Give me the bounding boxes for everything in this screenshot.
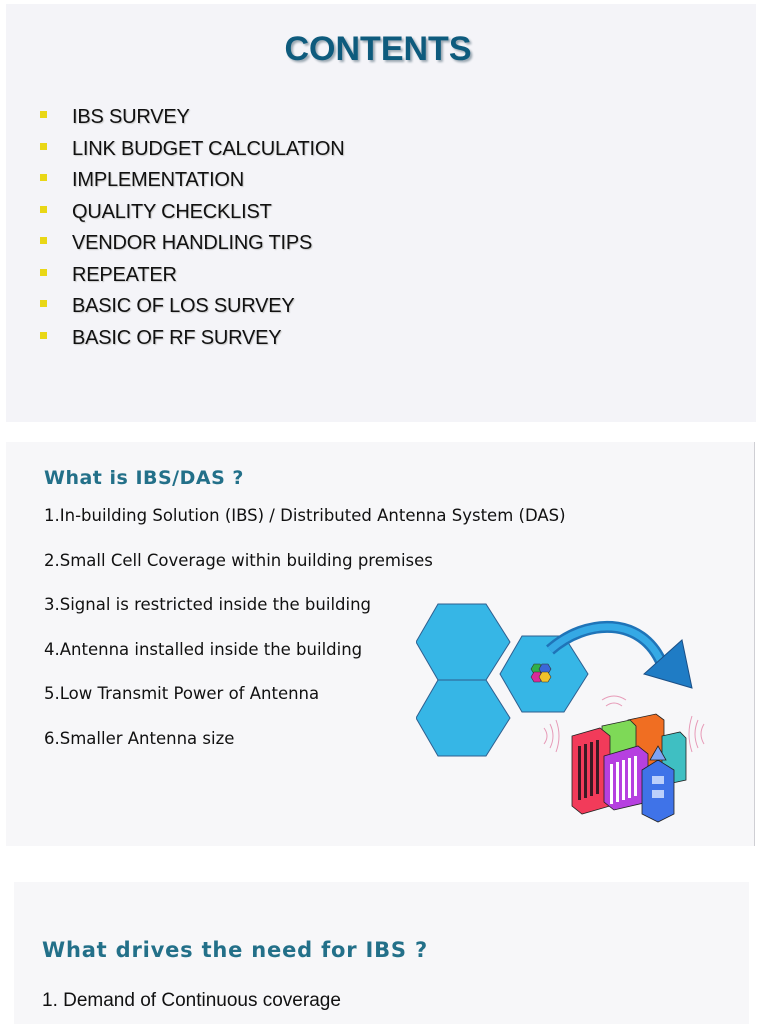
buildings-icon: [572, 714, 686, 822]
point-item: 4.Antenna installed inside the building: [44, 639, 363, 659]
bullet-square-icon: [40, 143, 47, 150]
point-item: 1.In-building Solution (IBS) / Distributed Antenna System (DAS): [44, 506, 566, 525]
slide-heading: What drives the need for IBS ?: [42, 938, 428, 962]
bullet-square-icon: [40, 174, 47, 181]
bullet-square-icon: [40, 111, 47, 118]
list-item: [40, 260, 345, 292]
list-item-label: QUALITY CHECKLIST: [72, 200, 272, 223]
bullet-square-icon: [40, 206, 47, 213]
hexagon-cell-top: [416, 604, 510, 680]
bullet-square-icon: [40, 332, 47, 339]
list-item-label: BASIC OF RF SURVEY: [72, 326, 282, 349]
bullet-square-icon: [40, 269, 47, 276]
list-item-label: IMPLEMENTATION: [72, 169, 245, 192]
list-item-label: BASIC OF LOS SURVEY: [72, 295, 295, 318]
contents-title: CONTENTS: [284, 30, 472, 68]
point-item: 6.Smaller Antenna size: [44, 728, 235, 748]
list-item: [40, 165, 345, 197]
point-item: 5.Low Transmit Power of Antenna: [44, 684, 320, 703]
hexagon-cells-buildings-illustration: [416, 596, 716, 836]
ibs-das-slide: [6, 442, 755, 846]
point-item: 1. Demand of Continuous coverage: [42, 990, 341, 1011]
hexagon-cell-bottom: [416, 680, 510, 756]
list-item-label: IBS SURVEY: [72, 106, 190, 129]
list-item: [40, 228, 345, 260]
list-item: [40, 323, 345, 355]
slide-heading: What is IBS/DAS ?: [44, 467, 244, 489]
bullet-square-icon: [40, 237, 47, 244]
ibs-need-slide: [14, 882, 749, 1024]
list-item: [40, 102, 345, 134]
point-item: 3.Signal is restricted inside the building: [44, 595, 372, 614]
point-item: 2.Small Cell Coverage within building premises: [44, 550, 433, 570]
contents-list: [40, 102, 345, 354]
list-item-label: VENDOR HANDLING TIPS: [72, 232, 313, 255]
list-item: [40, 134, 345, 166]
contents-slide: [6, 4, 756, 422]
list-item: [40, 291, 345, 323]
list-item-label: LINK BUDGET CALCULATION: [72, 137, 345, 160]
list-item-label: REPEATER: [72, 263, 177, 286]
bullet-square-icon: [40, 300, 47, 307]
list-item: [40, 197, 345, 229]
hexagon-cells: [416, 604, 588, 756]
